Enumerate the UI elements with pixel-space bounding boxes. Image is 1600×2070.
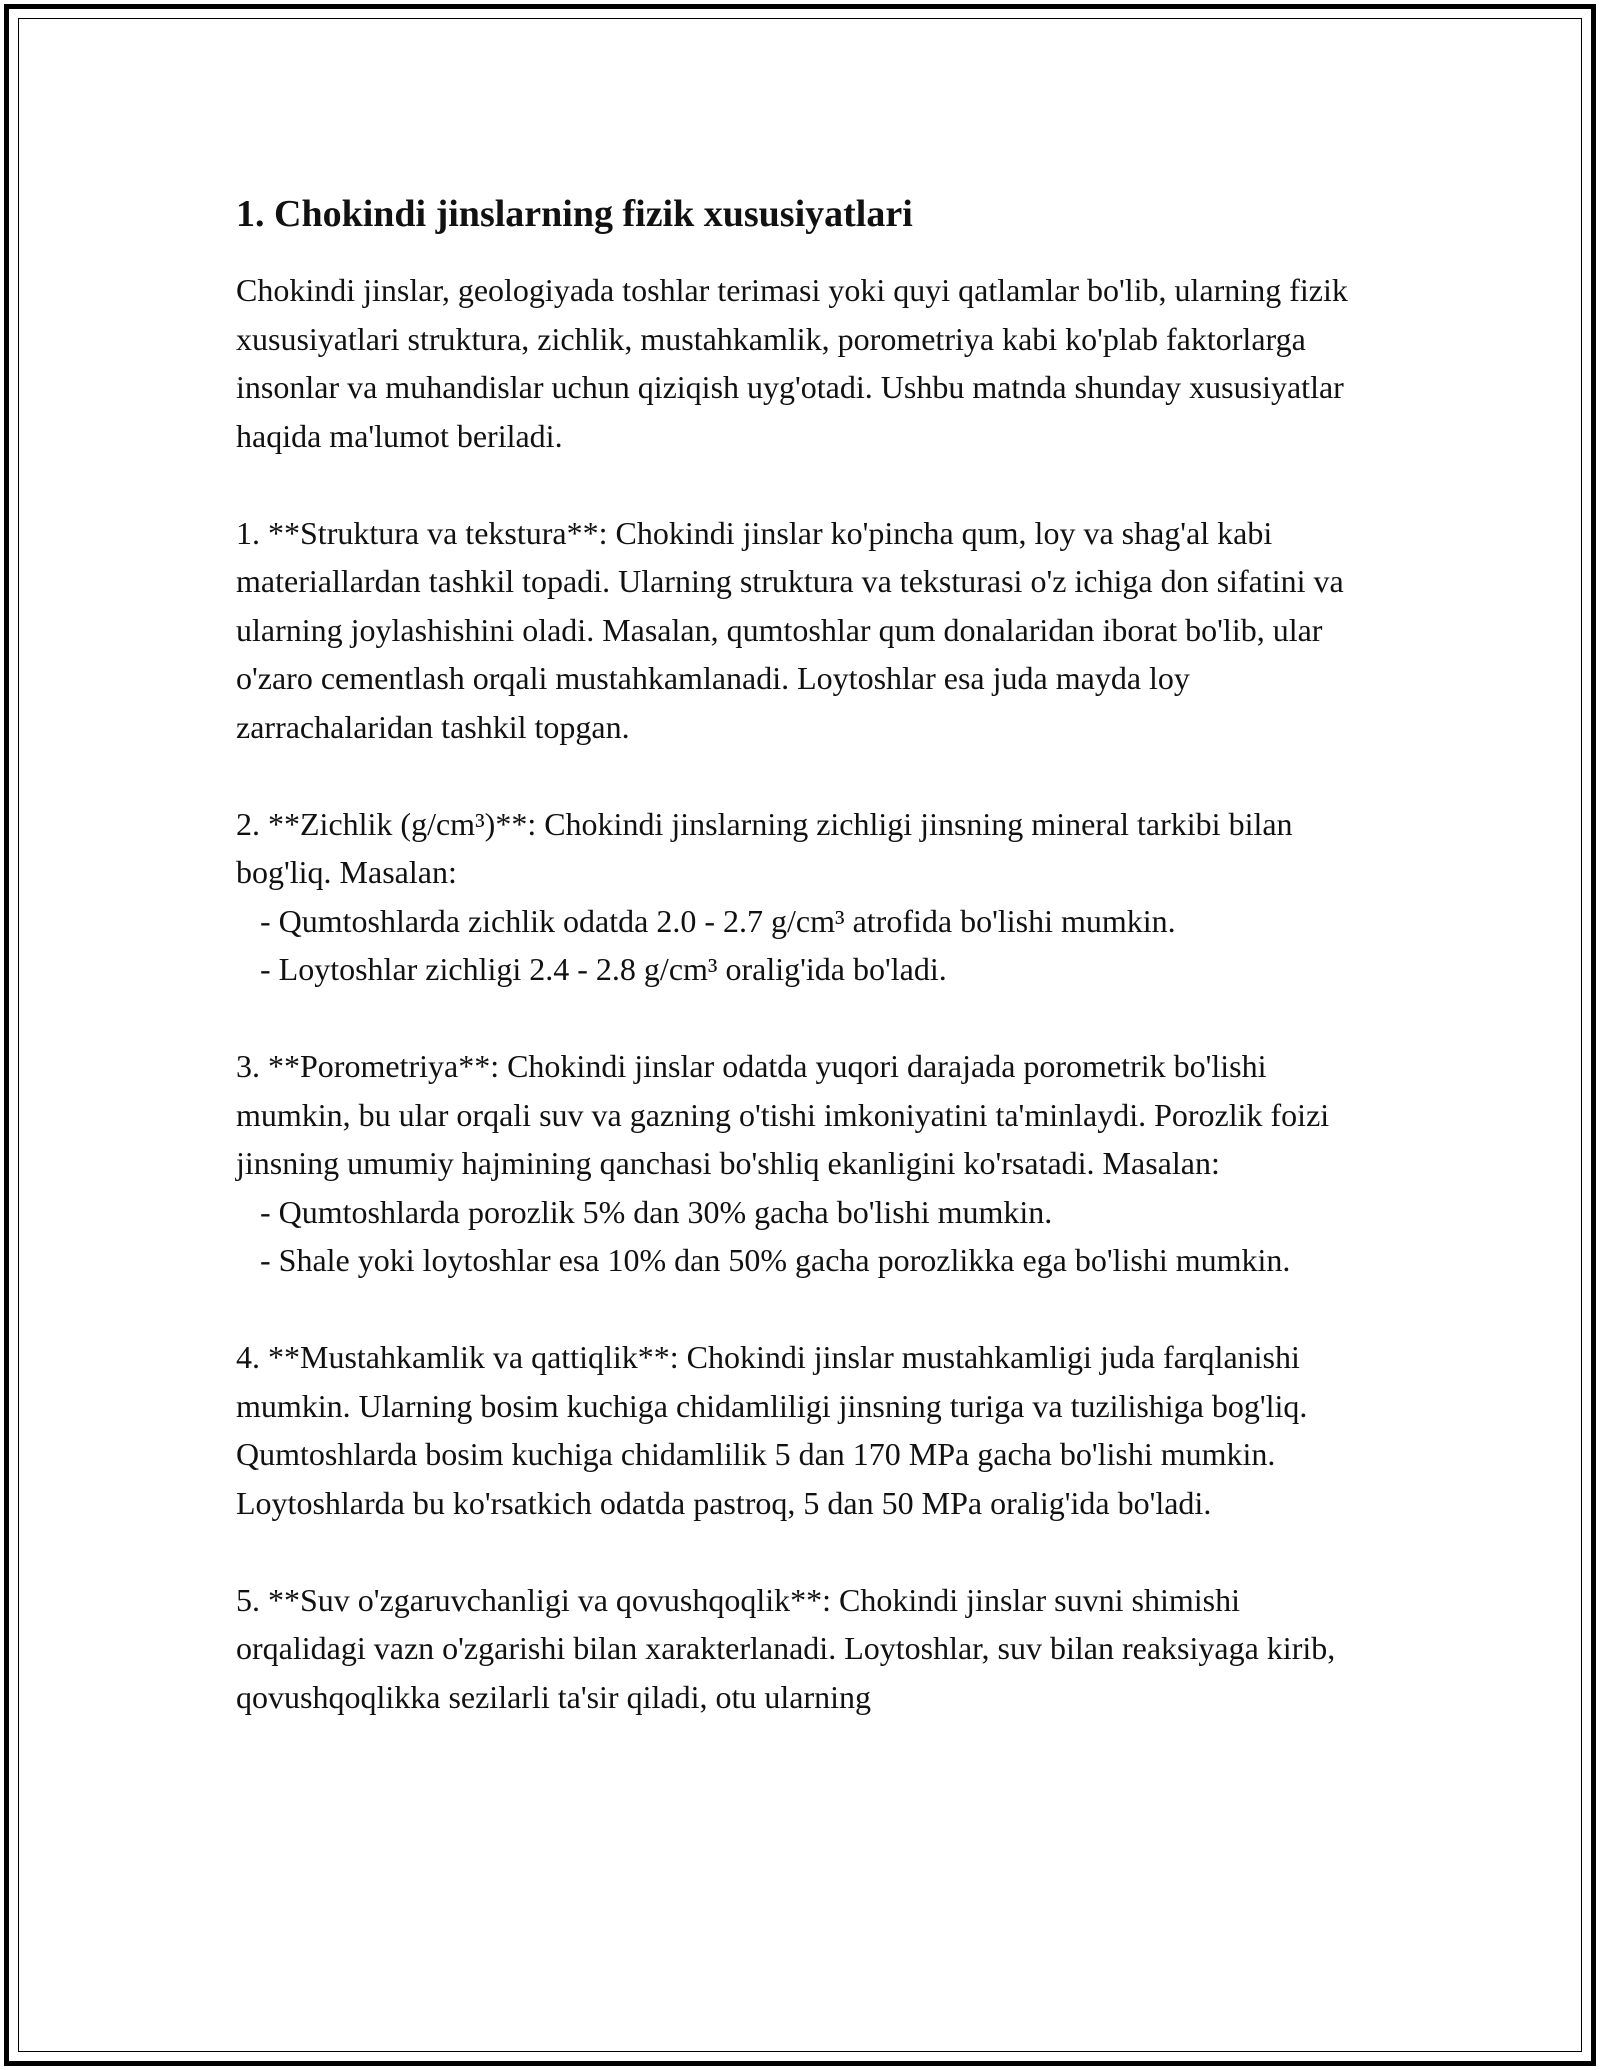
document-title: 1. Chokindi jinslarning fizik xususiyatlari xyxy=(236,193,913,235)
paragraph-intro: Chokindi jinslar, geologiyada toshlar terimasi yoki quyi qatlamlar bo'lib, ularning fizik xususiyatlari struktura, zichlik, mustahkamlik, porometriya kabi ko'plab faktorlarga insonlar va muhandislar uchun qiziqish uyg'otadi. Ushbu matnda shunday xususiyatlar haqida ma'lumot beriladi. xyxy=(236,272,1356,454)
paragraph-water: 5. **Suv o'zgaruvchanligi va qovushqoqlik**: Chokindi jinslar suvni shimishi orqalidagi vazn o'zgarishi bilan xarakterlanadi. Loytoshlar, suv bilan reaksiyaga kirib, qovushqoqlikka sezilarli ta'sir qiladi, otu ularning xyxy=(236,1581,1344,1715)
paragraph-porosity: 3. **Porometriya**: Chokindi jinslar odatda yuqori darajada porometrik bo'lishi mumkin, bu ular orqali suv va gazning o'tishi imkoniyatini ta'minlaydi. Porozlik foizi jinsning umumiy hajmining qanchasi bo'shliq ekanligini ko'rsatadi. Masalan: - Qumtoshlarda porozlik 5% dan 30% gacha bo'lishi mumkin. - Shale yoki loytoshlar esa 10% dan 50% gacha porozlikka ega bo'lishi mumkin. xyxy=(236,1048,1330,1278)
paragraph-density: 2. **Zichlik (g/cm³)**: Chokindi jinslarning zichligi jinsning mineral tarkibi bilan bog'liq. Masalan: - Qumtoshlarda zichlik odatda 2.0 - 2.7 g/cm³ atrofida bo'lishi mumkin. - Loytoshlar zichligi 2.4 - 2.8 g/cm³ oralig'ida bo'ladi. xyxy=(236,805,1293,987)
paragraph-structure: 1. **Struktura va tekstura**: Chokindi jinslar ko'pincha qum, loy va shag'al kabi materiallardan tashkil topadi. Ularning struktura va teksturasi o'z ichiga don sifatini va ularning joylashishini oladi. Masalan, qumtoshlar qum donalaridan iborat bo'lib, ular o'zaro cementlash orqali mustahkamlanadi. Loytoshlar esa juda mayda loy zarrachalaridan tashkil topgan. xyxy=(236,514,1352,745)
document-body xyxy=(236,188,1376,1721)
paragraph-strength: 4. **Mustahkamlik va qattiqlik**: Chokindi jinslar mustahkamligi juda farqlanishi mumkin. Ularning bosim kuchiga chidamliligi jinsning turiga va tuzilishiga bog'liq. Qumtoshlarda bosim kuchiga chidamlilik 5 dan 170 MPa gacha bo'lishi mumkin. Loytoshlarda bu ko'rsatkich odatda pastroq, 5 dan 50 MPa oralig'ida bo'ladi. xyxy=(236,1339,1316,1521)
